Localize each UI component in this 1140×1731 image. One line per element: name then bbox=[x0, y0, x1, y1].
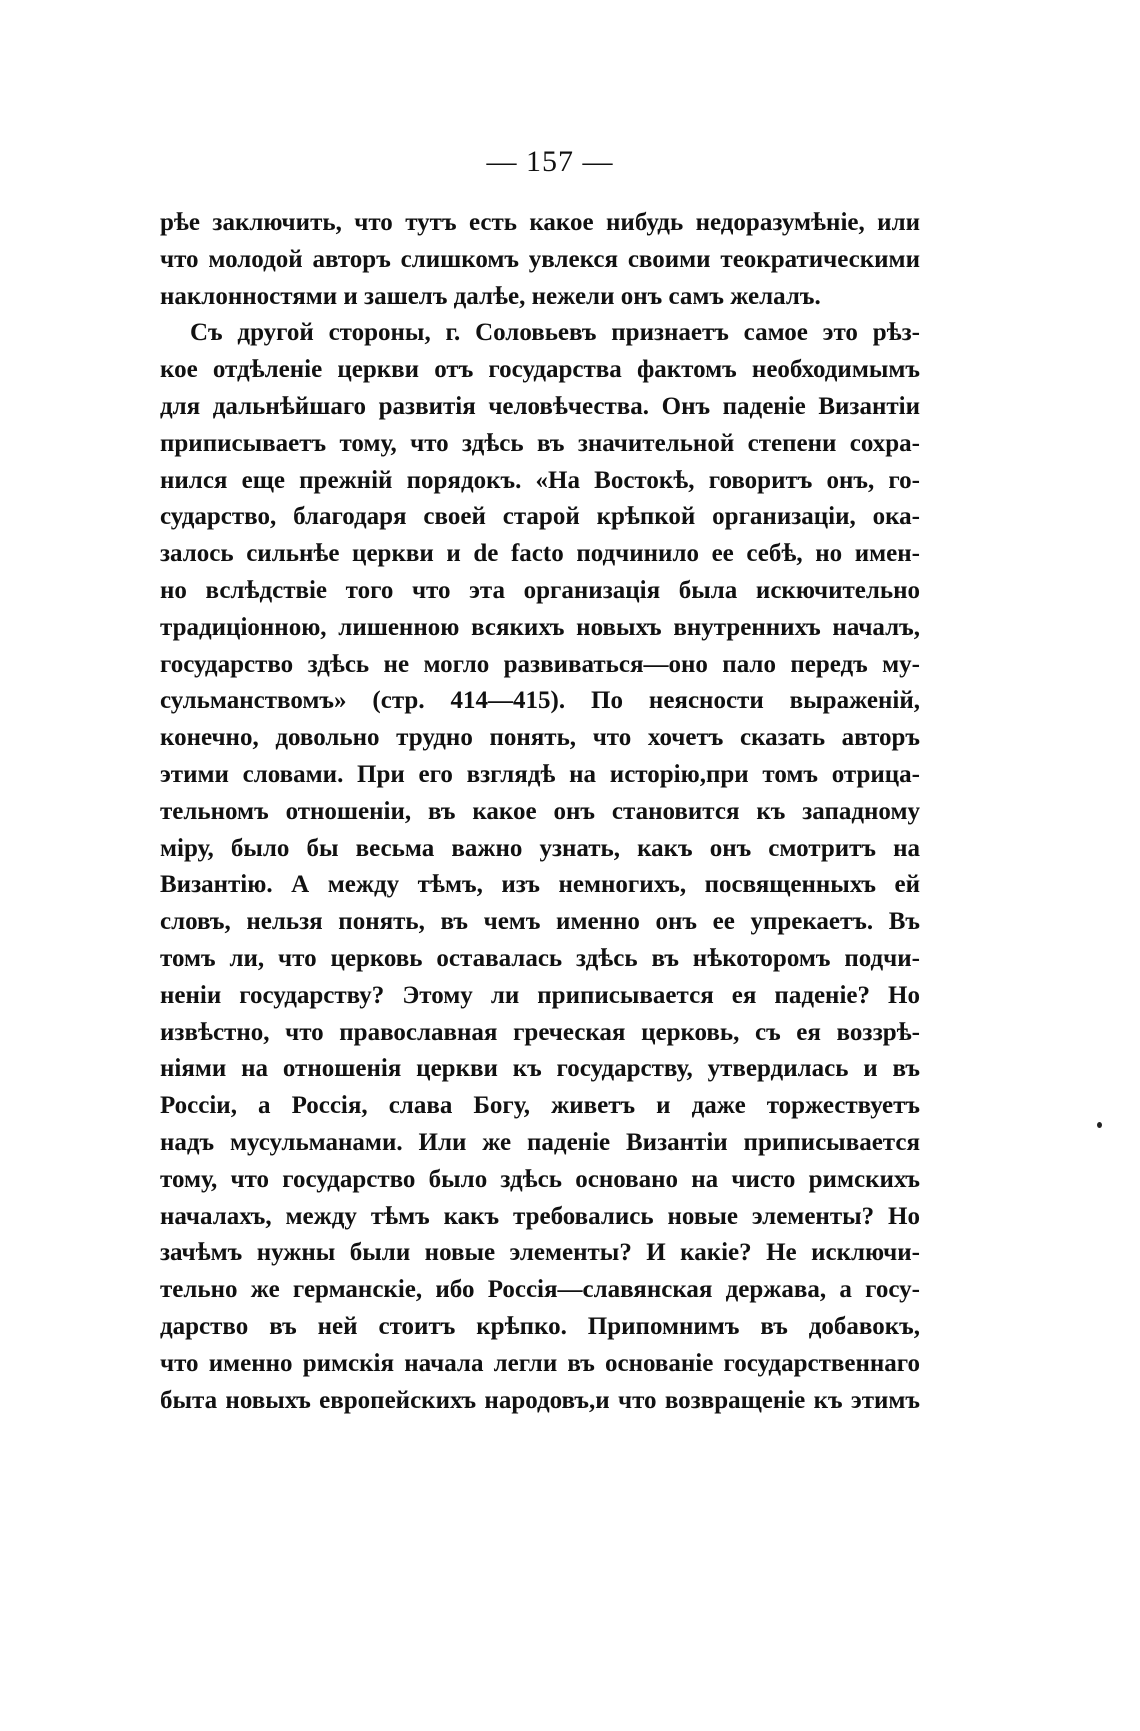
text-line: томъ ли, что церковь оставалась здѣсь въ нѣкоторомъ подчи- bbox=[160, 944, 920, 972]
text-line: тельномъ отношеніи, въ какое онъ становится къ западному bbox=[160, 797, 920, 825]
text-line: міру, было бы весьма важно узнать, какъ онъ смотритъ на bbox=[160, 834, 920, 862]
text-line: извѣстно, что православная греческая церковь, съ ея воззрѣ- bbox=[160, 1018, 920, 1046]
text-line: тому, что государство было здѣсь основано на чисто римскихъ bbox=[160, 1165, 920, 1193]
text-line: неніи государству? Этому ли приписывается ея паденіе? Но bbox=[160, 981, 920, 1009]
text-line: надъ мусульманами. Или же паденіе Византіи приписывается bbox=[160, 1128, 920, 1156]
text-line: быта новыхъ европейскихъ народовъ,и что возвращеніе къ этимъ bbox=[160, 1386, 920, 1414]
text-line: но вслѣдствіе того что эта организація была искючительно bbox=[160, 576, 920, 604]
text-line: традиціонною, лишенною всякихъ новыхъ внутреннихъ началъ, bbox=[160, 613, 920, 641]
text-line: сульманствомъ» (стр. 414—415). По неясности выраженій, bbox=[160, 687, 920, 715]
text-line: ніями на отношенія церкви къ государству, утвердилась и въ bbox=[160, 1055, 920, 1083]
text-line: дарство въ ней стоитъ крѣпко. Припомнимъ въ добавокъ, bbox=[160, 1312, 920, 1340]
text-line: залось сильнѣе церкви и de facto подчинило ее себѣ, но имен- bbox=[160, 540, 920, 568]
text-line: этими словами. При его взглядѣ на исторію,при томъ отрица- bbox=[160, 760, 920, 788]
text-line: нился еще прежній порядокъ. «На Востокѣ, говоритъ онъ, го- bbox=[160, 466, 920, 494]
text-line: кое отдѣленіе церкви отъ государства фактомъ необходимымъ bbox=[160, 356, 920, 384]
text-line: приписываетъ тому, что здѣсь въ значительной степени сохра- bbox=[160, 429, 920, 457]
text-line: зачѣмъ нужны были новые элементы? И какіе? Не исключи- bbox=[160, 1239, 920, 1267]
ink-speck bbox=[1097, 1122, 1102, 1128]
page-number: — 157 — bbox=[486, 145, 614, 178]
text-line: что молодой авторъ слишкомъ увлекся своими теократическими bbox=[160, 245, 920, 273]
text-line: государство здѣсь не могло развиваться—оно пало передъ му- bbox=[160, 650, 920, 678]
text-line: конечно, довольно трудно понять, что хочетъ сказать авторъ bbox=[160, 724, 920, 752]
body-text bbox=[160, 205, 920, 1419]
text-line: Съ другой стороны, г. Соловьевъ признаетъ самое это рѣз- bbox=[190, 319, 920, 347]
text-line: Россіи, а Россія, слава Богу, живетъ и даже торжествуетъ bbox=[160, 1092, 920, 1120]
text-line: сударство, благодаря своей старой крѣпкой организаціи, ока- bbox=[160, 503, 920, 531]
text-line: тельно же германскіе, ибо Россія—славянская держава, а госу- bbox=[160, 1276, 920, 1304]
text-line: словъ, нельзя понять, въ чемъ именно онъ ее упрекаетъ. Въ bbox=[160, 908, 920, 936]
text-line: для дальнѣйшаго развитія человѣчества. Онъ паденіе Византіи bbox=[160, 392, 920, 420]
text-line: наклонностями и зашелъ далѣе, нежели онъ самъ желалъ. bbox=[160, 282, 821, 310]
text-line: рѣе заключить, что тутъ есть какое нибудь недоразумѣніе, или bbox=[160, 209, 920, 236]
text-line: началахъ, между тѣмъ какъ требовались новые элементы? Но bbox=[160, 1202, 920, 1230]
text-line: что именно римскія начала легли въ основаніе государственнаго bbox=[160, 1349, 920, 1377]
text-line: Византію. А между тѣмъ, изъ немногихъ, посвященныхъ ей bbox=[160, 871, 920, 899]
